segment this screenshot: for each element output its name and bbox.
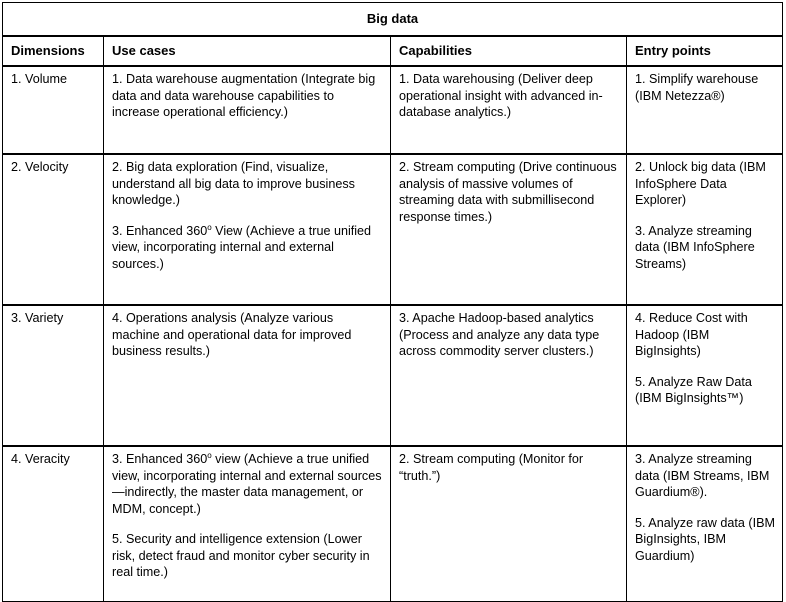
use-case-text-end: view (Achieve a true unified view, incorporating internal and external sources—indirectly, the master data management, or MDM, concept.) <box>112 452 382 516</box>
dimension-cell <box>3 446 104 602</box>
degree-superscript: o <box>207 222 212 232</box>
column-header-dimensions: Dimensions <box>3 36 104 66</box>
capability-text: 3. Apache Hadoop-based analytics (Process and analyze any data type across commodity server clusters.) <box>399 311 600 358</box>
dimension-label: 3. Variety <box>11 311 64 325</box>
dimension-cell <box>3 66 104 154</box>
table-row-variety <box>3 305 783 446</box>
entry-point-text: 5. Analyze Raw Data (IBM BigInsights™) <box>635 374 752 405</box>
entry-point-text: 2. Unlock big data (IBM InfoSphere Data Explorer) <box>635 160 766 207</box>
dimension-cell <box>3 305 104 446</box>
use-case-text: 5. Security and intelligence extension (Lower risk, detect fraud and monitor cyber security in real time.) <box>112 532 370 579</box>
use-cases-cell <box>104 154 391 305</box>
use-case-text-start: 3. Enhanced 360 <box>112 452 208 466</box>
entry-point-text: 3. Analyze streaming data (IBM InfoSphere Streams) <box>635 223 755 271</box>
entry-points-cell <box>627 446 783 602</box>
column-header-use-cases: Use cases <box>104 36 391 66</box>
entry-point-text: 4. Reduce Cost with Hadoop (IBM BigInsights) <box>635 311 748 358</box>
column-header-entry-points: Entry points <box>627 36 783 66</box>
entry-point-text: 5. Analyze raw data (IBM BigInsights, IBM Guardium) <box>635 515 775 563</box>
dimension-cell <box>3 154 104 305</box>
use-case-text: 2. Big data exploration (Find, visualize, understand all big data to improve business knowledge.) <box>112 160 355 207</box>
dimension-label: 1. Volume <box>11 72 68 86</box>
big-data-table-frame <box>2 2 782 596</box>
entry-point-text: 3. Analyze streaming data (IBM Streams, IBM Guardium®). <box>635 452 770 499</box>
use-case-text: 4. Operations analysis (Analyze various machine and operational data for improved business results.) <box>112 311 352 358</box>
entry-point-text: 1. Simplify warehouse (IBM Netezza®) <box>635 72 759 103</box>
table-title: Big data <box>3 3 783 37</box>
column-header-capabilities: Capabilities <box>391 36 627 66</box>
big-data-table <box>2 2 783 602</box>
use-cases-cell <box>104 66 391 154</box>
dimension-label: 4. Veracity <box>11 452 70 466</box>
degree-superscript: o <box>207 451 212 460</box>
use-case-text <box>112 451 383 517</box>
dimension-label: 2. Velocity <box>11 160 69 174</box>
capability-text: 1. Data warehousing (Deliver deep operational insight with advanced in-database analytics.) <box>399 72 603 119</box>
capability-text: 2. Stream computing (Drive continuous analysis of massive volumes of streaming data with submillisecond response times.) <box>399 160 617 224</box>
capabilities-cell <box>391 154 627 305</box>
capabilities-cell <box>391 66 627 154</box>
use-case-text <box>112 223 383 273</box>
capability-text: 2. Stream computing (Monitor for “truth.”) <box>399 452 584 483</box>
table-row-veracity <box>3 446 783 602</box>
use-case-text: 1. Data warehouse augmentation (Integrate big data and data warehouse capabilities to increase operational efficiency.) <box>112 72 376 119</box>
capabilities-cell <box>391 305 627 446</box>
entry-points-cell <box>627 66 783 154</box>
entry-points-cell <box>627 305 783 446</box>
use-cases-cell <box>104 446 391 602</box>
use-case-text-end: View (Achieve a true unified view, incorporating internal and external sources.) <box>112 223 372 271</box>
table-row-velocity <box>3 154 783 305</box>
use-case-text-start: 3. Enhanced 360 <box>112 223 208 238</box>
entry-points-cell <box>627 154 783 305</box>
use-cases-cell <box>104 305 391 446</box>
table-row-volume <box>3 66 783 154</box>
capabilities-cell <box>391 446 627 602</box>
